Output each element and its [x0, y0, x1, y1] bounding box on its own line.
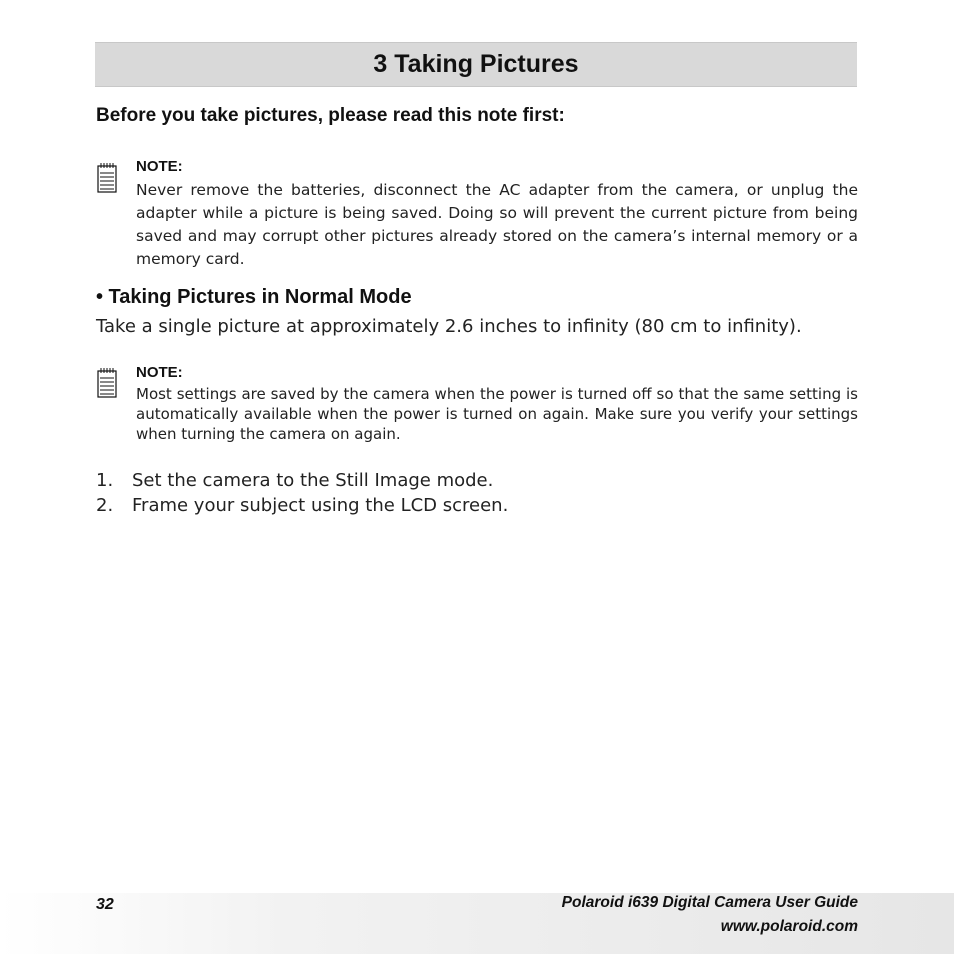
step-text: Set the camera to the Still Image mode.: [132, 470, 494, 491]
step-text: Frame your subject using the LCD screen.: [132, 495, 509, 516]
step-number: 1.: [96, 470, 114, 491]
section-heading: • Taking Pictures in Normal Mode: [96, 286, 412, 308]
note-label: NOTE:: [136, 364, 183, 381]
note-text: Most settings are saved by the camera when the power is turned off so that the same setting is automatically available when the power is turned on again. Make sure you verify your settings when turning the camera on again.: [136, 385, 858, 443]
step-number: 2.: [96, 495, 114, 516]
guide-title: Polaroid i639 Digital Camera User Guide: [561, 894, 858, 911]
website-link[interactable]: www.polaroid.com: [720, 918, 858, 935]
section-body: Take a single picture at approximately 2.6 inches to infinity (80 cm to infinity).: [96, 316, 802, 337]
title-bar: [95, 42, 857, 87]
list-item: [96, 493, 508, 518]
page-title: 3 Taking Pictures: [373, 50, 579, 78]
footer-info: [562, 891, 858, 939]
intro-heading: Before you take pictures, please read this note first:: [96, 105, 565, 126]
note-text: Never remove the batteries, disconnect the AC adapter from the camera, or unplug the adapter while a picture is being saved. Doing so will prevent the current picture from being saved and may corrupt other pictures already stored on the camera’s internal memory or a memory card.: [136, 181, 858, 268]
page-number: 32: [96, 896, 114, 913]
list-item: [96, 468, 508, 493]
note-label: NOTE:: [136, 158, 183, 175]
steps-list: [96, 468, 508, 518]
notepad-icon: [97, 163, 117, 189]
notepad-icon: [97, 368, 117, 394]
